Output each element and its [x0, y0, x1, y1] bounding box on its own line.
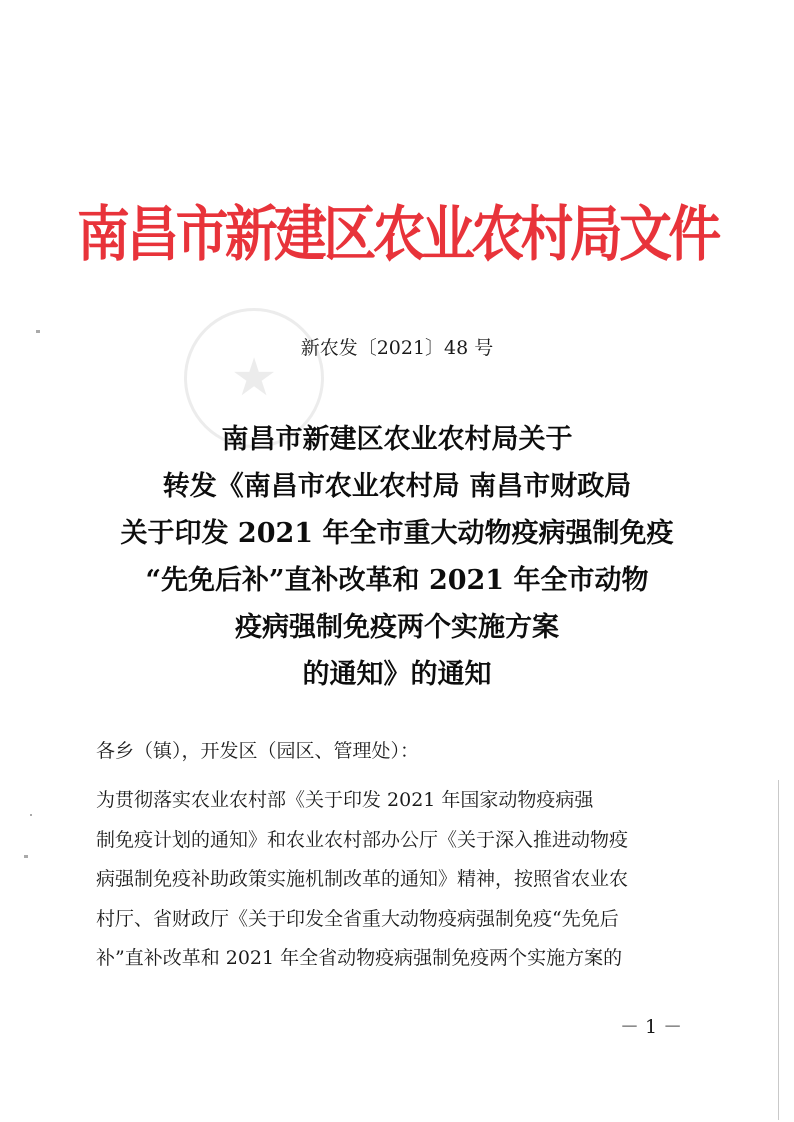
body-line: 病强制免疫补助政策实施机制改革的通知》精神，按照省农业农: [96, 868, 629, 890]
title-line: 疫病强制免疫两个实施方案: [235, 612, 559, 643]
body-line: 制免疫计划的通知》和农业农村部办公厅《关于深入推进动物疫: [96, 828, 629, 851]
document-title: [0, 416, 794, 698]
page-number: － 1 －: [620, 1016, 683, 1038]
title-line: 南昌市新建区农业农村局关于: [221, 424, 573, 455]
salutation: 各乡（镇），开发区（园区、管理处）：: [96, 740, 420, 762]
title-line: 的通知》的通知: [302, 659, 492, 690]
body-line: 为贯彻落实农业农村部《关于印发 2021 年国家动物疫病强: [96, 789, 594, 811]
document-number: 新农发〔2021〕48 号: [300, 337, 494, 359]
title-line: “先免后补”直补改革和 2021 年全市动物: [145, 565, 649, 596]
masthead-title: 南昌市新建区农业农村局文件: [77, 200, 718, 270]
scan-edge-line: [778, 780, 779, 1120]
scan-speck: [24, 855, 28, 858]
title-line: 转发《南昌市农业农村局 南昌市财政局: [162, 471, 632, 502]
title-line: 关于印发 2021 年全市重大动物疫病强制免疫: [120, 518, 674, 549]
body-line: 补”直补改革和 2021 年全省动物疫病强制免疫两个实施方案的: [96, 947, 623, 969]
seal-star-icon: ★: [230, 348, 278, 408]
body-paragraph: [96, 781, 696, 979]
scan-speck: [36, 330, 40, 333]
body-line: 村厅、省财政厅《关于印发全省重大动物疫病强制免疫“先免后: [96, 907, 619, 930]
scan-speck: [30, 814, 32, 816]
